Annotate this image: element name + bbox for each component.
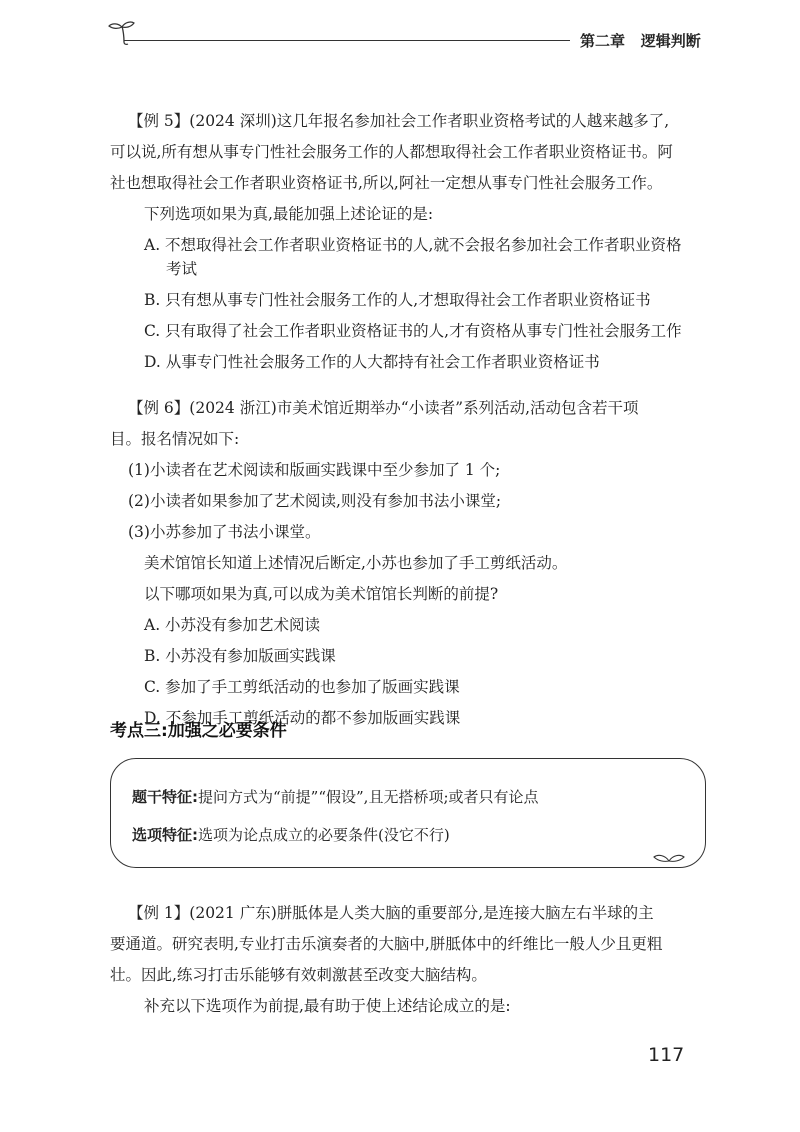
example1-line: 壮。因此,练习打击乐能够有效刺激甚至改变大脑结构。 [110, 966, 487, 984]
option-feature-label: 选项特征: [132, 826, 198, 844]
chapter-label: 第二章 [580, 32, 626, 50]
stem-feature-text: 提问方式为“前提”“假设”,且无搭桥项;或者只有论点 [198, 788, 539, 806]
option-feature-text: 选项为论点成立的必要条件(没它不行) [198, 826, 450, 844]
example6-condition: (1)小读者在艺术阅读和版画实践课中至少参加了 1 个; [128, 461, 501, 479]
example6-condition: (3)小苏参加了书法小课堂。 [128, 523, 321, 541]
example6-statement: 美术馆馆长知道上述情况后断定,小苏也参加了手工剪纸活动。 [144, 554, 568, 572]
example5-option: B. 只有想从事专门性社会服务工作的人,才想取得社会工作者职业资格证书 [144, 291, 651, 309]
option-feature-row [132, 824, 450, 846]
example6-option: D. 不参加手工剪纸活动的都不参加版画实践课 [144, 709, 461, 727]
example5-question: 下列选项如果为真,最能加强上述论证的是: [144, 205, 434, 223]
feature-box [110, 758, 706, 868]
example5-line: 可以说,所有想从事专门性社会服务工作的人都想取得社会工作者职业资格证书。阿 [110, 143, 673, 161]
example6-option: B. 小苏没有参加版画实践课 [144, 647, 336, 665]
stem-feature-label: 题干特征: [132, 788, 198, 806]
example5-line: 【例 5】(2024 深圳)这几年报名参加社会工作者职业资格考试的人越来越多了, [128, 112, 670, 130]
example6-option: C. 参加了手工剪纸活动的也参加了版画实践课 [144, 678, 460, 696]
example6-condition: (2)小读者如果参加了艺术阅读,则没有参加书法小课堂; [128, 492, 502, 510]
example5-option: C. 只有取得了社会工作者职业资格证书的人,才有资格从事专门性社会服务工作 [144, 322, 682, 340]
header-rule [124, 40, 570, 41]
example6-line: 【例 6】(2024 浙江)市美术馆近期举办“小读者”系列活动,活动包含若干项 [128, 399, 639, 417]
example6-question: 以下哪项如果为真,可以成为美术馆馆长判断的前提? [144, 585, 499, 603]
section-heading: 考点三:加强之必要条件 [110, 721, 287, 741]
sprout-icon [102, 14, 138, 50]
page-number: 117 [648, 1044, 685, 1066]
example1-question: 补充以下选项作为前提,最有助于使上述结论成立的是: [144, 997, 511, 1015]
example6-line: 目。报名情况如下: [110, 430, 240, 448]
example5-line: 社也想取得社会工作者职业资格证书,所以,阿社一定想从事专门性社会服务工作。 [110, 174, 663, 192]
leaf-ornament-icon [652, 851, 686, 865]
running-header [580, 30, 701, 51]
stem-feature-row [132, 786, 539, 808]
example5-option-continuation: 考试 [166, 260, 198, 278]
example6-option: A. 小苏没有参加艺术阅读 [144, 616, 321, 634]
example1-line: 【例 1】(2021 广东)胼胝体是人类大脑的重要部分,是连接大脑左右半球的主 [128, 904, 654, 922]
example1-line: 要通道。研究表明,专业打击乐演奏者的大脑中,胼胝体中的纤维比一般人少且更粗 [110, 935, 663, 953]
chapter-title: 逻辑判断 [640, 32, 701, 50]
example5-option: A. 不想取得社会工作者职业资格证书的人,就不会报名参加社会工作者职业资格 [144, 236, 682, 254]
example5-option: D. 从事专门性社会服务工作的人大都持有社会工作者职业资格证书 [144, 353, 600, 371]
